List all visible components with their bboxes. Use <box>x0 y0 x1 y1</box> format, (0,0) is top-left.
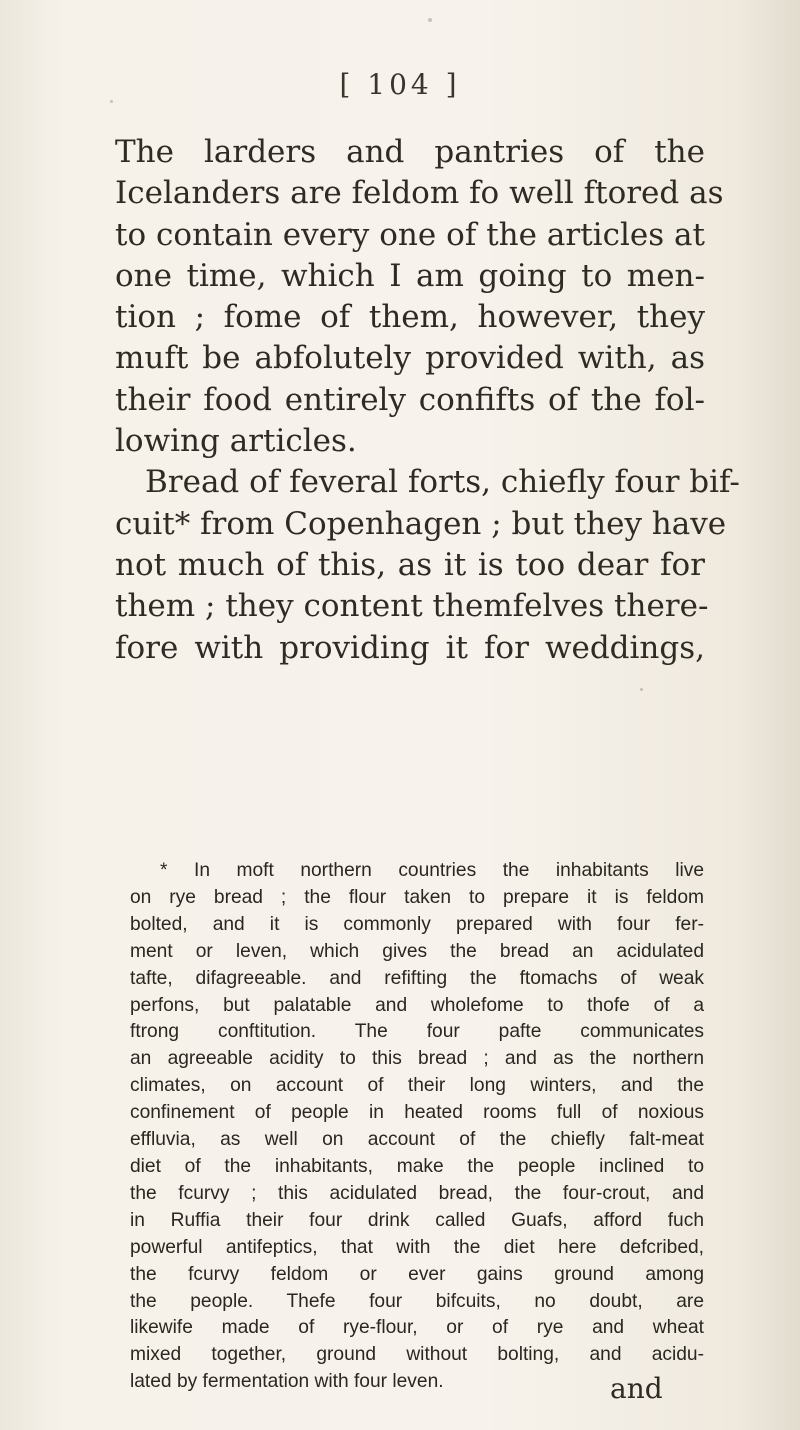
footnote-line: diet of the inhabitants, make the people inclined to <box>130 1155 704 1177</box>
main-text-line: one time, which I am going to men- <box>115 257 705 294</box>
footnote-line: lated by fermentation with four leven. <box>130 1371 444 1393</box>
main-text-block <box>115 132 740 669</box>
footnote-line: * In moft northern countries the inhabitants live <box>160 860 704 881</box>
footnote-line: tafte, difagreeable. and refifting the ftomachs of weak <box>130 967 704 989</box>
footnote-line: on rye bread ; the flour taken to prepare it is feldom <box>130 886 704 908</box>
footnote-line: the people. Thefe four bifcuits, no doubt, are <box>130 1290 704 1312</box>
footnote-line: ment or leven, which gives the bread an acidulated <box>130 940 704 962</box>
page-number-header: [ 104 ] <box>339 68 461 101</box>
footnote-line: mixed together, ground without bolting, and acidu- <box>130 1344 704 1366</box>
main-text-line: Bread of feveral forts, chiefly four bif- <box>145 464 740 501</box>
footnote-line: in Ruffia their four drink called Guafs, afford fuch <box>130 1209 704 1231</box>
main-text-line: them ; they content themfelves there- <box>115 588 709 625</box>
footnote-line: an agreeable acidity to this bread ; and as the northern <box>130 1048 704 1070</box>
paper-speck <box>640 688 643 691</box>
footnote-line: perfons, but palatable and wholefome to thofe of a <box>130 994 704 1016</box>
footnote-line: likewife made of rye-flour, or of rye and wheat <box>130 1317 704 1339</box>
paper-speck <box>428 18 432 22</box>
footnote-line: bolted, and it is commonly prepared with four fer- <box>130 913 704 935</box>
main-text-line: fore with providing it for weddings, <box>115 629 705 666</box>
footnote-line: confinement of people in heated rooms full of noxious <box>130 1102 704 1124</box>
main-text-line: tion ; fome of them, however, they <box>115 299 705 336</box>
main-text-line: cuit* from Copenhagen ; but they have <box>115 505 727 542</box>
footnote-line: ftrong conftitution. The four pafte communicates <box>130 1021 704 1043</box>
main-text-line: not much of this, as it is too dear for <box>115 546 705 583</box>
main-text-line: muft be abfolutely provided with, as <box>115 340 705 377</box>
main-text-line: their food entirely confifts of the fol- <box>115 381 705 418</box>
main-text-line: to contain every one of the articles at <box>115 216 705 253</box>
footnote-line: the fcurvy ; this acidulated bread, the four-crout, and <box>130 1182 704 1204</box>
footnote-block <box>130 858 704 1396</box>
main-text-line: lowing articles. <box>115 423 357 460</box>
footnote-line: powerful antifeptics, that with the diet here defcribed, <box>130 1236 704 1258</box>
footnote-line: effluvia, as well on account of the chiefly falt-meat <box>130 1129 704 1151</box>
catchword: and <box>610 1372 663 1405</box>
main-text-line: The larders and pantries of the <box>115 134 705 170</box>
footnote-line: climates, on account of their long winters, and the <box>130 1075 704 1097</box>
footnote-line: the fcurvy feldom or ever gains ground among <box>130 1263 704 1285</box>
main-text-line: Icelanders are feldom fo well ftored as <box>115 175 724 212</box>
